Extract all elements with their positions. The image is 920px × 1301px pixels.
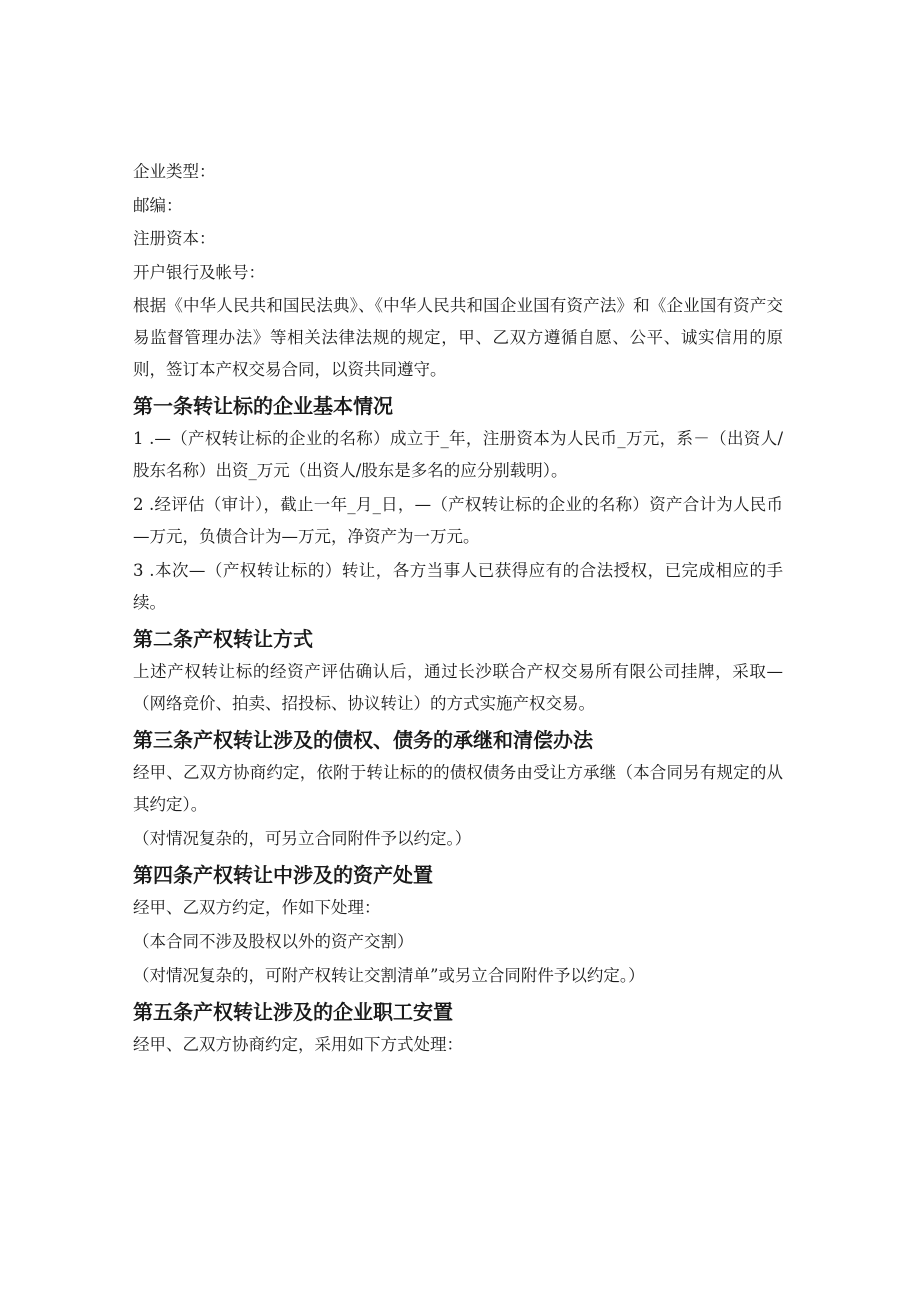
bank-account-field: 开户银行及帐号： bbox=[133, 262, 265, 282]
article-3-note: （对情况复杂的，可另立合同附件予以约定。） bbox=[133, 829, 472, 848]
preamble-paragraph: 根据《中华人民共和国民法典》、《中华人民共和国企业国有资产法》和《企业国有资产交易监督管理办法》等相关法律法规的规定，甲、乙双方遵循自愿、公平、诚实信用的原则，签订本产权交易合同，以资共同遵守。 bbox=[133, 296, 783, 379]
article-4-title: 第四条产权转让中涉及的资产处置 bbox=[133, 863, 433, 887]
article-4-note-2: （对情况复杂的，可附产权转让交割清单”或另立合同附件予以约定。） bbox=[133, 966, 645, 985]
article-1-title: 第一条转让标的企业基本情况 bbox=[133, 394, 393, 418]
postcode-field: 邮编： bbox=[133, 195, 183, 215]
enterprise-type-field: 企业类型： bbox=[133, 162, 216, 181]
article-2-text: 上述产权转让标的经资产评估确认后，通过长沙联合产权交易所有限公司挂牌，采取—（网络竞价、拍卖、招投标、协议转让）的方式实施产权交易。 bbox=[133, 662, 783, 713]
article-2-title: 第二条产权转让方式 bbox=[133, 627, 313, 651]
article-5-text: 经甲、乙双方协商约定，采用如下方式处理： bbox=[133, 1035, 463, 1054]
registered-capital-field: 注册资本： bbox=[133, 229, 216, 248]
article-1-item-2: 2 .经评估（审计），截止一年_月_日，—（产权转让标的企业的名称）资产合计为人民币—万元，负债合计为—万元，净资产为一万元。 bbox=[133, 495, 783, 546]
article-3-title: 第三条产权转让涉及的债权、债务的承继和清偿办法 bbox=[133, 728, 593, 752]
article-5-title: 第五条产权转让涉及的企业职工安置 bbox=[133, 1000, 453, 1024]
article-4-note-1: （本合同不涉及股权以外的资产交割） bbox=[133, 932, 414, 951]
article-3-text: 经甲、乙双方协商约定，依附于转让标的的债权债务由受让方承继（本合同另有规定的从其约定）。 bbox=[133, 763, 783, 814]
article-4-text: 经甲、乙双方约定，作如下处理： bbox=[133, 898, 381, 917]
article-1-item-1: 1 .—（产权转让标的企业的名称）成立于_年，注册资本为人民币_万元，系－（出资人/股东名称）出资_万元（出资人/股东是多名的应分别载明）。 bbox=[133, 429, 783, 480]
article-1-item-3: 3 .本次—（产权转让标的）转让，各方当事人已获得应有的合法授权，已完成相应的手续。 bbox=[133, 561, 783, 612]
contract-page bbox=[133, 156, 783, 1061]
